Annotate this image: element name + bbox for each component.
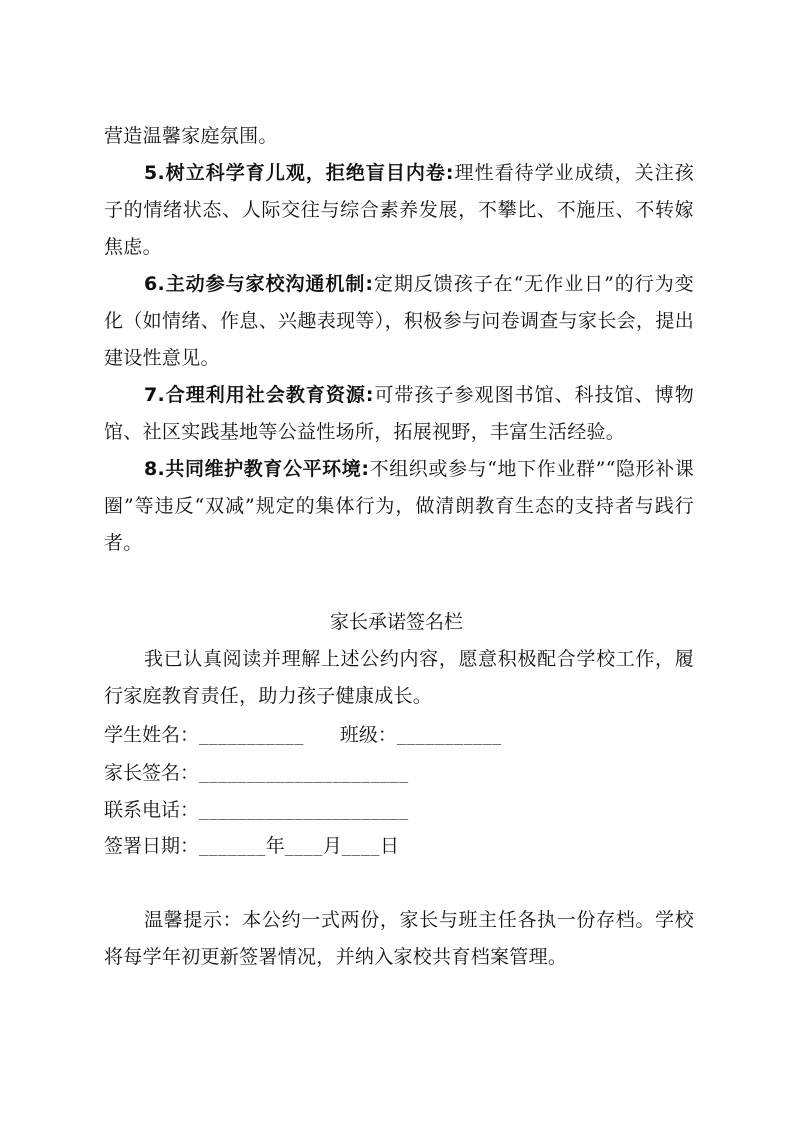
date-year-field[interactable]: _______ [199, 838, 266, 856]
item-6-body: 定期反馈孩子在“无作业日”的行为变化（如情绪、作息、兴趣表现等），积极参与问卷调查与家长会，提出建设性意见。 [104, 273, 694, 369]
item-5-heading: 5.树立科学育儿观，拒绝盲目内卷: [144, 162, 454, 184]
class-field[interactable]: ___________ [396, 727, 502, 745]
parent-signature-label: 家长签名： [104, 762, 200, 784]
parent-signature-row [104, 755, 409, 793]
class-label: 班级： [339, 724, 397, 746]
item-6-heading: 6.主动参与家校沟通机制: [144, 273, 374, 295]
date-year-unit: 年 [265, 835, 285, 857]
date-month-unit: 月 [322, 835, 342, 857]
item-5 [104, 155, 694, 266]
date-label: 签署日期： [104, 835, 200, 857]
item-7 [104, 377, 694, 451]
student-name-label: 学生姓名： [104, 724, 200, 746]
pledge-statement: 我已认真阅读并理解上述公约内容，愿意积极配合学校工作，履行家庭教育责任，助力孩子健康成长。 [104, 648, 694, 707]
phone-field[interactable]: ______________________ [199, 802, 409, 820]
date-month-field[interactable]: ____ [284, 838, 323, 856]
date-day-field[interactable]: ____ [341, 838, 381, 856]
intro-tail [104, 118, 694, 155]
item-8 [104, 451, 694, 562]
item-8-body: 不组织或参与“地下作业群”“隐形补课圈”等违反“双减”规定的集体行为，做清朗教育生态的支持者与践行者。 [104, 458, 695, 554]
item-6 [104, 266, 694, 377]
date-row [104, 828, 399, 866]
pledge-title: 家长承诺签名栏 [329, 611, 463, 633]
phone-row [104, 792, 409, 830]
phone-label: 联系电话： [104, 799, 200, 821]
student-name-field[interactable]: ___________ [199, 727, 304, 745]
student-info-row [104, 717, 502, 755]
item-7-heading: 7.合理利用社会教育资源: [144, 384, 374, 406]
parent-signature-field[interactable]: ______________________ [199, 765, 409, 783]
date-day-unit: 日 [380, 835, 400, 857]
item-5-body: 理性看待学业成绩，关注孩子的情绪状态、人际交往与综合素养发展，不攀比、不施压、不转嫁焦虑。 [104, 162, 695, 258]
item-7-body: 可带孩子参观图书馆、科技馆、博物馆、社区实践基地等公益性场所，拓展视野，丰富生活经验。 [104, 384, 694, 443]
intro-tail-text: 营造温馨家庭氛围。 [104, 125, 278, 147]
reminder-note: 温馨提示：本公约一式两份，家长与班主任各执一份存档。学校将每学年初更新签署情况，并纳入家校共育档案管理。 [104, 909, 694, 968]
item-8-heading: 8.共同维护教育公平环境: [144, 458, 370, 480]
